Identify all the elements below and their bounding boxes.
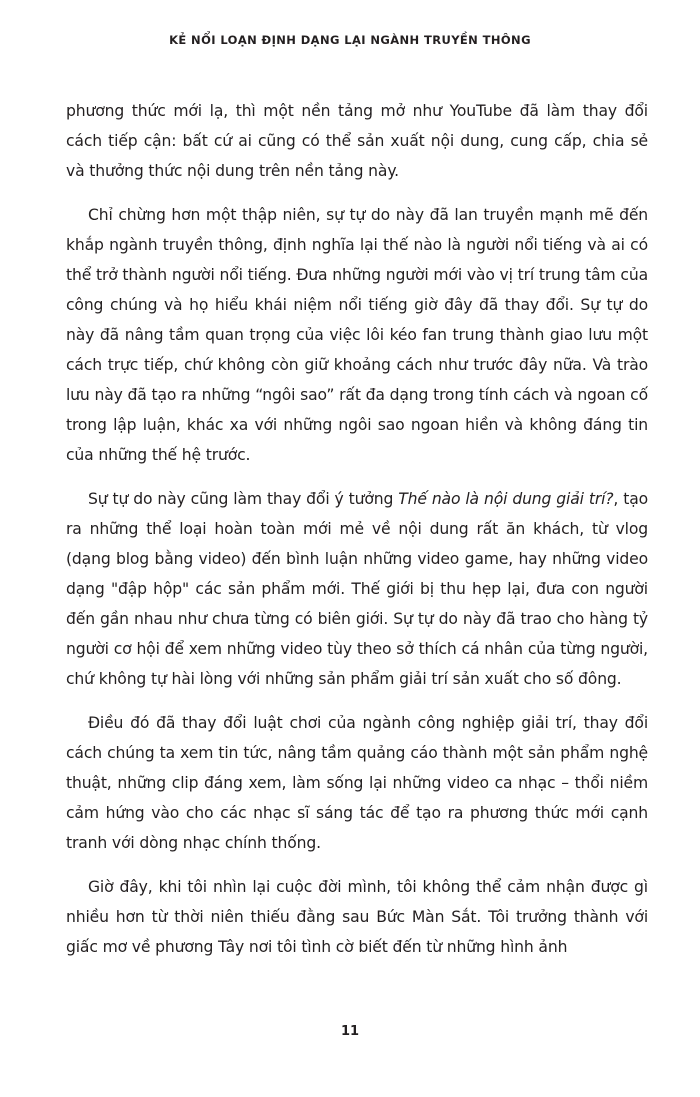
paragraph-continuation: phương thức mới lạ, thì một nền tảng mở như YouTube đã làm thay đổi cách tiếp cận: bất cứ ai cũng có thể sản xuất nội dung, cung cấp, chia sẻ và thưởng thức nội dung trên nền tảng này. (66, 102, 648, 180)
paragraph-rules-changed: Điều đó đã thay đổi luật chơi của ngành công nghiệp giải trí, thay đổi cách chúng ta xem tin tức, nâng tầm quảng cáo thành một sản phẩm nghệ thuật, những clip đáng xem, làm sống lại những video ca nhạc – thổi niềm cảm hứng vào cho các nhạc sĩ sáng tác để tạo ra phương thức mới cạnh tranh với dòng nhạc chính thống. (66, 714, 648, 852)
paragraph-freedom-spread: Chỉ chừng hơn một thập niên, sự tự do này đã lan truyền mạnh mẽ đến khắp ngành truyền thông, định nghĩa lại thế nào là người nổi tiếng và ai có thể trở thành người nổi tiếng. Đưa những người mới vào vị trí trung tâm của công chúng và họ hiểu khái niệm nổi tiếng giờ đây đã thay đổi. Sự tự do này đã nâng tầm quan trọng của việc lôi kéo fan trung thành giao lưu một cách trực tiếp, chứ không còn giữ khoảng cách như trước đây nữa. Và trào lưu này đã tạo ra những “ngôi sao” rất đa dạng trong tính cách và ngoan cố trong lập luận, khác xa với những ngôi sao ngoan hiền và không đáng tin của những thế hệ trước. (66, 206, 648, 464)
paragraph-looking-back: Giờ đây, khi tôi nhìn lại cuộc đời mình, tôi không thể cảm nhận được gì nhiều hơn từ thời niên thiếu đằng sau Bức Màn Sắt. Tôi trưởng thành với giấc mơ về phương Tây nơi tôi tình cờ biết đến từ những hình ảnh (66, 878, 648, 956)
italic-phrase: Thế nào là nội dung giải trí? (398, 490, 614, 508)
paragraph-text-after-italic: , tạo ra những thể loại hoàn toàn mới mẻ về nội dung rất ăn khách, từ vlog (dạng blog bằng video) đến bình luận những video game, hay những video dạng "đập hộp" các sản phẩm mới. Thế giới bị thu hẹp lại, đưa con người đến gần nhau như chưa từng có biên giới. Sự tự do này đã trao cho hàng tỷ người cơ hội để xem những video tùy theo sở thích cá nhân của từng người, chứ không tự hài lòng với những sản phẩm giải trí sản xuất cho số đông. (66, 490, 649, 688)
running-header: KẺ NỔI LOẠN ĐỊNH DẠNG LẠI NGÀNH TRUYỀN THÔNG (169, 33, 531, 47)
body-text (66, 96, 648, 962)
page-number: 11 (340, 1024, 360, 1039)
paragraph-entertainment-idea (66, 484, 648, 694)
paragraph-text-before-italic: Sự tự do này cũng làm thay đổi ý tưởng (88, 490, 399, 508)
